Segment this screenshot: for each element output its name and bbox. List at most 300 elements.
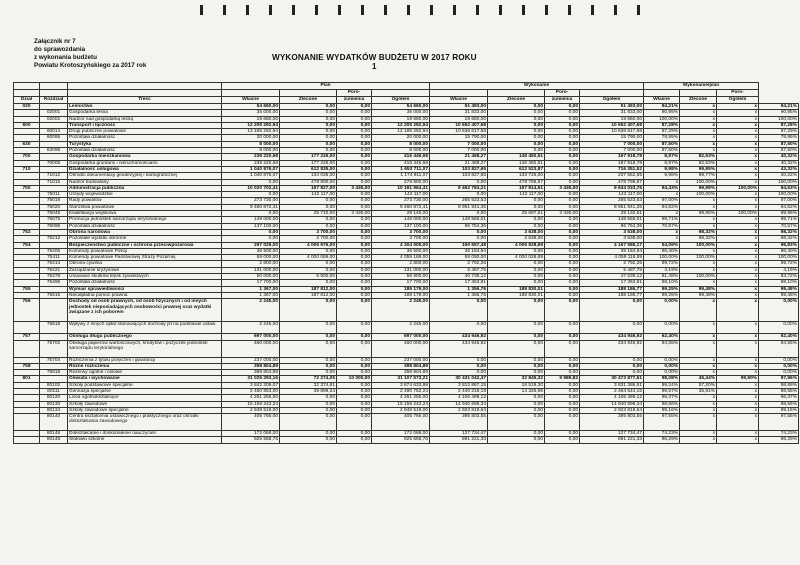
amount-cell: 0,00 [488, 370, 545, 376]
percent-cell: 74,23% [759, 431, 799, 437]
percent-cell: 100,00% [759, 255, 799, 261]
percent-cell: 98,32% [680, 229, 717, 235]
amount-cell: 3 700,00 [372, 236, 430, 242]
rozdzial-cell: 80120 [40, 395, 68, 401]
header-poro: Poro- [545, 90, 580, 97]
percent-cell: 35,91% [680, 388, 717, 394]
amount-cell: 0,00 [280, 322, 337, 334]
percent-cell: 98,08% [644, 376, 680, 382]
amount-cell: 0,00 [337, 299, 372, 322]
tresc-cell: Wpływy z innych opłat stanowiących dochody jst na podstawie ustaw [68, 322, 222, 334]
amount-cell: 25 710,00 [280, 211, 337, 217]
amount-cell: 434 946,92 [580, 340, 644, 357]
tresc-cell: Stołówki szkolne [68, 437, 222, 443]
percent-cell: 98,56% [644, 401, 680, 407]
header-cell [14, 90, 40, 97]
amount-cell: 8 000,00 [222, 148, 280, 154]
amount-cell: 54 660,00 [222, 104, 280, 110]
amount-cell: 142 117,00 [580, 192, 644, 198]
percent-cell: x [717, 382, 759, 388]
table-row [14, 299, 799, 322]
header-plan: Plan [222, 83, 430, 90]
amount-cell: 29 145,00 [372, 211, 430, 217]
amount-cell: 0,00 [545, 122, 580, 128]
amount-cell: 146 450,51 [488, 160, 545, 166]
percent-cell: x [717, 166, 759, 172]
amount-cell: 0,00 [280, 129, 337, 135]
percent-cell: 99,95% [680, 211, 717, 217]
col-header: Ogółem [717, 97, 759, 104]
amount-cell: 0,00 [337, 274, 372, 280]
amount-cell: 0,00 [488, 104, 545, 110]
amount-cell: 925 558,76 [372, 437, 430, 443]
amount-cell: 398 804,89 [372, 363, 430, 369]
percent-cell: x [717, 104, 759, 110]
amount-cell: 0,00 [337, 407, 372, 413]
dzial-cell: 600 [14, 122, 40, 128]
amount-cell: 405 765,00 [372, 414, 430, 431]
percent-cell: 99,25% [644, 286, 680, 292]
amount-cell: 0,00 [280, 363, 337, 369]
amount-cell: 0,00 [337, 217, 372, 223]
amount-cell: 0,00 [545, 334, 580, 340]
amount-cell: 0,00 [280, 437, 337, 443]
tresc-cell: Rady powiatów [68, 198, 222, 204]
percent-cell: 87,50% [644, 141, 680, 147]
percent-cell: x [680, 299, 717, 322]
amount-cell: 434 946,92 [430, 340, 488, 357]
percent-cell: 100,00% [680, 192, 717, 198]
percent-cell: 94,62% [759, 204, 799, 210]
amount-cell: 0,00 [280, 267, 337, 273]
percent-cell: 4,19% [644, 267, 680, 273]
percent-cell: 9,98% [644, 173, 680, 179]
percent-cell: x [680, 370, 717, 376]
percent-cell: x [680, 431, 717, 437]
header-cell [40, 90, 68, 97]
amount-cell: 4 006 976,00 [280, 242, 337, 248]
percent-cell: x [717, 401, 759, 407]
percent-cell: 99,95% [680, 166, 717, 172]
amount-cell: 2 450 853,00 [222, 388, 280, 394]
dzial-cell [14, 340, 40, 357]
amount-cell: 4 106 499,12 [430, 395, 488, 401]
amount-cell: 0,00 [280, 299, 337, 322]
amount-cell: 2 923 819,64 [430, 407, 488, 413]
percent-cell: x [717, 437, 759, 443]
percent-cell: 90,95% [759, 110, 799, 116]
tresc-cell: Różne rozliczenia [68, 363, 222, 369]
percent-cell: x [680, 223, 717, 229]
amount-cell: 0,00 [545, 160, 580, 166]
amount-cell: 17 363,81 [430, 280, 488, 286]
col-header: zumienia [545, 97, 580, 104]
amount-cell: 31 833,00 [430, 110, 488, 116]
amount-cell: 4 106 499,12 [580, 395, 644, 401]
amount-cell: 0,00 [222, 236, 280, 242]
amount-cell: 35 184,94 [580, 248, 644, 254]
tresc-cell: Promocja jednostek samorządu terytorialnego [68, 217, 222, 223]
amount-cell: 3 700,00 [280, 236, 337, 242]
percent-cell: 100,00% [759, 116, 799, 122]
percent-cell: 40,32% [759, 154, 799, 160]
amount-cell: 0,00 [545, 292, 580, 298]
amount-cell: 47 639,12 [580, 274, 644, 280]
header-cell [580, 90, 644, 97]
amount-cell: 0,00 [545, 414, 580, 431]
dzial-cell: 754 [14, 242, 40, 248]
rozdzial-cell: 75704 [40, 357, 68, 363]
percent-cell: 100,00% [680, 179, 717, 185]
amount-cell: 10 020 702,41 [222, 185, 280, 191]
dzial-cell: 756 [14, 299, 40, 322]
amount-cell: 237 000,00 [222, 357, 280, 363]
percent-cell: 100,00% [759, 192, 799, 198]
percent-cell: 0,00% [759, 322, 799, 334]
tresc-cell: Dokształcanie i doskonalenie nauczycieli [68, 431, 222, 437]
percent-cell: x [680, 363, 717, 369]
amount-cell: 51 493,00 [580, 104, 644, 110]
amount-cell: 0,00 [545, 299, 580, 322]
amount-cell: 0,00 [545, 104, 580, 110]
amount-cell: 4 000 069,00 [280, 255, 337, 261]
percent-cell: 57,20% [680, 382, 717, 388]
percent-cell: x [680, 334, 717, 340]
table-row [14, 437, 799, 443]
amount-cell: 2 490 752,24 [372, 388, 430, 394]
percent-cell: x [717, 229, 759, 235]
amount-cell: 0,00 [545, 363, 580, 369]
amount-cell: 0,00 [545, 286, 580, 292]
amount-cell: 0,00 [488, 135, 545, 141]
tresc-cell: Zarządzanie kryzysowe [68, 267, 222, 273]
dzial-cell: 710 [14, 166, 40, 172]
rozdzial-cell: 60095 [40, 135, 68, 141]
amount-cell: 131 000,00 [222, 267, 280, 273]
amount-cell: 0,00 [545, 179, 580, 185]
amount-cell: 0,00 [280, 334, 337, 340]
amount-cell: 3 435,00 [545, 185, 580, 191]
percent-cell: 20,22% [759, 173, 799, 179]
amount-cell: 127 734,47 [430, 431, 488, 437]
amount-cell: 0,00 [280, 110, 337, 116]
percent-cell: 0,00% [644, 357, 680, 363]
amount-cell: 0,00 [280, 340, 337, 357]
percent-cell: 96,40% [644, 248, 680, 254]
amount-cell: 0,00 [545, 395, 580, 401]
percent-cell: 0,00% [644, 299, 680, 322]
percent-cell: 87,28% [644, 122, 680, 128]
amount-cell: 188 186,77 [580, 286, 644, 292]
percent-cell: x [680, 122, 717, 128]
amount-cell: 160 657,48 [430, 242, 488, 248]
header-line: Powiatu Krotoszyńskiego za 2017 rok [34, 62, 147, 69]
amount-cell: 0,00 [337, 382, 372, 388]
amount-cell: 29 132,51 [580, 211, 644, 217]
percent-cell: 99,77% [680, 173, 717, 179]
amount-cell: 891 221,33 [430, 437, 488, 443]
amount-cell: 167 918,78 [580, 154, 644, 160]
header-cell [40, 83, 68, 90]
amount-cell: 172 068,00 [372, 431, 430, 437]
percent-cell: x [644, 179, 680, 185]
col-header: Zlecone [488, 97, 545, 104]
percent-cell: x [717, 395, 759, 401]
header-row-poro [14, 90, 799, 97]
tresc-cell: Leśnictwo [68, 104, 222, 110]
amount-cell: 0,00 [337, 292, 372, 298]
amount-cell: 3 435,00 [337, 185, 372, 191]
amount-cell: 50 000,00 [222, 274, 280, 280]
amount-cell: 17 363,81 [580, 280, 644, 286]
percent-cell: x [717, 204, 759, 210]
amount-cell: 0,00 [280, 395, 337, 401]
amount-cell: 127 734,47 [580, 431, 644, 437]
amount-cell: 96 754,36 [430, 223, 488, 229]
rozdzial-cell: 75075 [40, 217, 68, 223]
tresc-cell: Pozostała działalność [68, 280, 222, 286]
rozdzial-cell: 75495 [40, 280, 68, 286]
amount-cell: 188 830,01 [488, 286, 545, 292]
amount-cell: 35 000,00 [222, 110, 280, 116]
amount-cell: 0,00 [545, 248, 580, 254]
amount-cell: 0,00 [545, 173, 580, 179]
amount-cell: 0,00 [488, 261, 545, 267]
percent-cell: x [717, 192, 759, 198]
amount-cell: 167 827,00 [280, 185, 337, 191]
amount-cell: 0,00 [545, 261, 580, 267]
amount-cell: 0,00 [580, 370, 644, 376]
amount-cell: 18 519,30 [488, 382, 545, 388]
amount-cell: 3 831 386,51 [580, 382, 644, 388]
amount-cell: 96 754,36 [580, 223, 644, 229]
percent-cell: x [717, 388, 759, 394]
amount-cell: 3 435,00 [545, 211, 580, 217]
amount-cell: 9 989,82 [545, 376, 580, 382]
tresc-cell: Nadzór nad gospodarką leśną [68, 116, 222, 122]
amount-cell: 189 179,00 [372, 286, 430, 292]
amount-cell: 0,00 [337, 431, 372, 437]
amount-cell: 237 552,65 [580, 173, 644, 179]
amount-cell: 0,00 [280, 198, 337, 204]
amount-cell: 188 186,77 [580, 292, 644, 298]
percent-cell: 100,00% [680, 274, 717, 280]
amount-cell: 0,00 [337, 267, 372, 273]
percent-cell: x [680, 414, 717, 431]
percent-cell: 8,97% [644, 154, 680, 160]
percent-cell: x [717, 286, 759, 292]
tresc-cell: Pozostałe wydatki obronne [68, 236, 222, 242]
amount-cell: 7 000,00 [430, 148, 488, 154]
amount-cell: 0,00 [280, 141, 337, 147]
percent-cell: 0,00% [759, 370, 799, 376]
amount-cell: 0,00 [545, 280, 580, 286]
amount-cell: 2 245,00 [372, 299, 430, 322]
tresc-cell: Obrona narodowa [68, 229, 222, 235]
amount-cell: 56 900,00 [372, 274, 430, 280]
tresc-cell: Centra kształcenia ustawicznego i praktycznego oraz ośrodki dokształcania zawodowego [68, 414, 222, 431]
dzial-cell [14, 414, 40, 431]
amount-cell: 0,00 [488, 280, 545, 286]
tresc-cell: Działalność usługowa [68, 166, 222, 172]
percent-cell: x [717, 173, 759, 179]
amount-cell: 716 351,52 [580, 166, 644, 172]
amount-cell: 0,00 [545, 192, 580, 198]
amount-cell: 239 220,68 [222, 154, 280, 160]
amount-cell: 478 800,00 [280, 179, 337, 185]
amount-cell: 0,00 [488, 141, 545, 147]
amount-cell: 25 697,51 [488, 211, 545, 217]
amount-cell: 1 356,76 [430, 292, 488, 298]
amount-cell: 0,00 [488, 407, 545, 413]
percent-cell: 0,00% [644, 322, 680, 334]
amount-cell: 0,00 [280, 122, 337, 128]
percent-cell: 97,00% [644, 198, 680, 204]
amount-cell: 19 660,00 [222, 116, 280, 122]
percent-cell: x [717, 129, 759, 135]
amount-cell: 0,00 [545, 431, 580, 437]
amount-cell: 149 000,00 [222, 217, 280, 223]
rozdzial-cell: 71015 [40, 179, 68, 185]
amount-cell: 172 068,00 [222, 431, 280, 437]
percent-cell: x [717, 223, 759, 229]
tresc-cell: Obrona cywilna [68, 261, 222, 267]
amount-cell: 0,00 [545, 116, 580, 122]
tresc-cell: Szkoły zawodowe [68, 401, 222, 407]
header-cell [14, 83, 40, 90]
amount-cell: 0,00 [280, 407, 337, 413]
amount-cell: 398 804,89 [222, 370, 280, 376]
dzial-cell [14, 322, 40, 334]
amount-cell: 0,00 [488, 395, 545, 401]
amount-cell: 5 487,75 [580, 267, 644, 273]
amount-cell: 1 040 876,07 [222, 166, 280, 172]
amount-cell: 32 845,32 [488, 376, 545, 382]
amount-cell: 273 730,00 [372, 198, 430, 204]
percent-cell: 99,16% [759, 407, 799, 413]
amount-cell: 0,00 [430, 370, 488, 376]
amount-cell: 0,00 [337, 395, 372, 401]
percent-cell: 4,19% [759, 267, 799, 273]
percent-cell: x [717, 407, 759, 413]
percent-cell: 99,71% [759, 217, 799, 223]
amount-cell: 10 000,00 [337, 376, 372, 382]
amount-cell: 187 812,00 [280, 292, 337, 298]
amount-cell: 0,00 [545, 274, 580, 280]
amount-cell: 0,00 [337, 129, 372, 135]
percent-cell: 54,09% [644, 242, 680, 248]
percent-cell: x [680, 198, 717, 204]
amount-cell: 1 356,76 [430, 286, 488, 292]
amount-cell: 0,00 [488, 198, 545, 204]
amount-cell: 36 500,00 [222, 248, 280, 254]
percent-cell: x [644, 229, 680, 235]
percent-cell: 99,24% [644, 382, 680, 388]
percent-cell: 78,95% [644, 135, 680, 141]
amount-cell: 14 940 698,34 [430, 401, 488, 407]
amount-cell: 0,00 [545, 401, 580, 407]
amount-cell: 0,00 [488, 110, 545, 116]
amount-cell: 0,00 [337, 198, 372, 204]
tresc-cell: Pozostała działalność [68, 223, 222, 229]
expenditure-table [13, 82, 799, 444]
amount-cell: 0,00 [488, 129, 545, 135]
amount-cell: 10 636 617,68 [580, 129, 644, 135]
amount-cell: 10 191 964,41 [372, 185, 430, 191]
percent-cell: 82,63% [680, 154, 717, 160]
percent-cell: x [680, 437, 717, 443]
percent-cell: x [717, 280, 759, 286]
header-poro: Poro- [337, 90, 372, 97]
amount-cell: 0,00 [545, 236, 580, 242]
amount-cell: 0,00 [488, 414, 545, 431]
rozdzial-cell: 02002 [40, 116, 68, 122]
rozdzial-cell: 02001 [40, 110, 68, 116]
rozdzial-cell: 75515 [40, 292, 68, 298]
amount-cell: 137 100,00 [372, 223, 430, 229]
table-row [14, 340, 799, 357]
percent-cell: 98,32% [759, 229, 799, 235]
amount-cell: 0,00 [545, 154, 580, 160]
percent-cell: 0,00% [644, 363, 680, 369]
amount-cell: 416 446,68 [372, 160, 430, 166]
amount-cell: 32 374,81 [280, 382, 337, 388]
header-line: Załącznik nr 7 [34, 38, 76, 45]
amount-cell: 0,00 [222, 229, 280, 235]
percent-cell: x [680, 135, 717, 141]
amount-cell: 2 454 544,15 [580, 388, 644, 394]
amount-cell: 0,00 [280, 414, 337, 431]
header-cell [644, 90, 680, 97]
amount-cell: 0,00 [280, 357, 337, 363]
amount-cell: 0,00 [545, 242, 580, 248]
tresc-cell: Komendy powiatowe Państwowej Straży Pożarnej [68, 255, 222, 261]
percent-cell: 100,00% [644, 116, 680, 122]
amount-cell: 0,00 [337, 286, 372, 292]
amount-cell: 0,00 [337, 179, 372, 185]
percent-cell: x [680, 116, 717, 122]
amount-cell: 0,00 [545, 148, 580, 154]
amount-cell: 0,00 [580, 357, 644, 363]
document-title: WYKONANIE WYDATKÓW BUDŻETU W 2017 ROKU [272, 53, 477, 62]
tresc-cell: Szkoły podstawowe specjalne [68, 382, 222, 388]
percent-cell: x [717, 236, 759, 242]
rozdzial-cell: 80148 [40, 437, 68, 443]
amount-cell: 0,00 [545, 267, 580, 273]
amount-cell: 0,00 [337, 437, 372, 443]
percent-cell: 98,32% [680, 236, 717, 242]
amount-cell: 2 245,00 [372, 322, 430, 334]
percent-cell: 62,40% [759, 334, 799, 340]
col-header: Własne [430, 97, 488, 104]
percent-cell: x [680, 104, 717, 110]
amount-cell: 0,00 [430, 236, 488, 242]
percent-cell: 99,96% [759, 211, 799, 217]
percent-cell: x [717, 148, 759, 154]
amount-cell: 0,00 [337, 160, 372, 166]
amount-cell: 0,00 [488, 122, 545, 128]
amount-cell: 54 660,00 [372, 104, 430, 110]
amount-cell: 0,00 [545, 198, 580, 204]
amount-cell: 0,00 [430, 322, 488, 334]
tresc-cell: Pozostała działalność [68, 148, 222, 154]
amount-cell: 239 220,68 [222, 160, 280, 166]
amount-cell: 0,00 [280, 204, 337, 210]
header-line: do sprawozdania [34, 46, 86, 53]
percent-cell: x [680, 340, 717, 357]
tresc-cell: Komendy powiatowe Policji [68, 248, 222, 254]
amount-cell: 0,00 [337, 401, 372, 407]
